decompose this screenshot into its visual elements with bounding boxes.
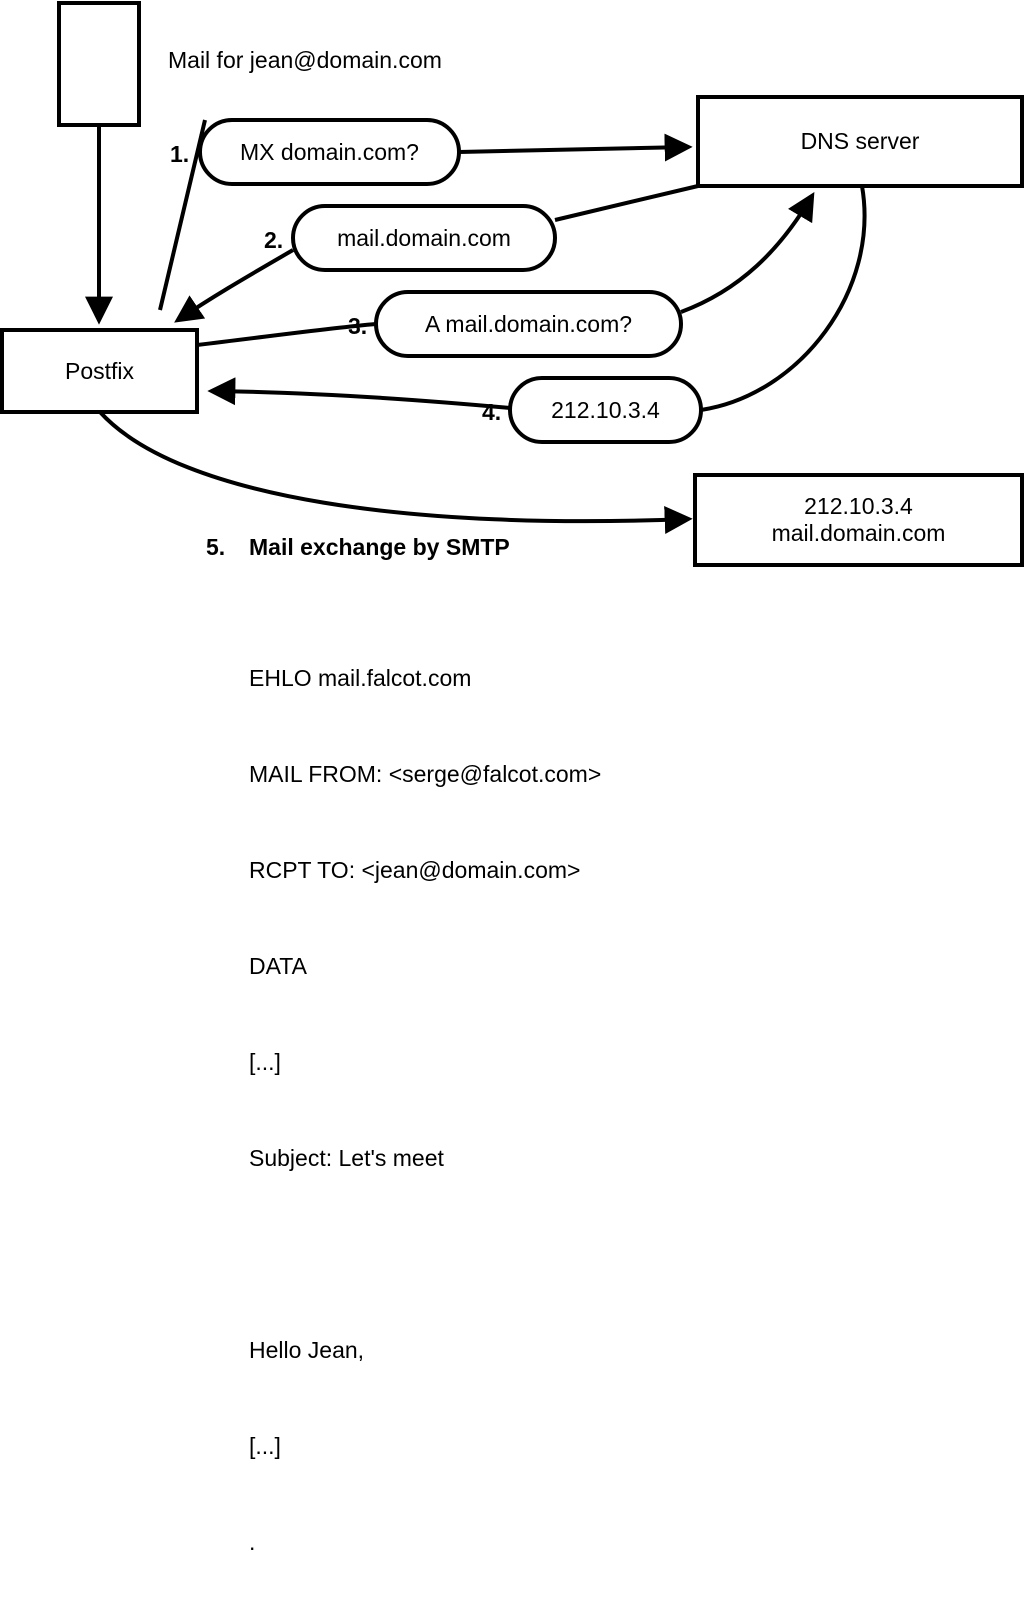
client-box <box>59 3 139 125</box>
transcript-line: Subject: Let's meet <box>249 1145 444 1171</box>
mail-server-hostname: mail.domain.com <box>771 520 946 546</box>
step-5-label: Mail exchange by SMTP <box>249 534 510 560</box>
step-3-number: 3. <box>348 313 368 339</box>
transcript-line: MAIL FROM: <serge@falcot.com> <box>249 761 602 787</box>
transcript-line: [...] <box>249 1049 281 1075</box>
step-4-label: 212.10.3.4 <box>551 396 660 423</box>
step-4-number: 4. <box>482 399 502 425</box>
transcript-line: DATA <box>249 953 307 979</box>
arrow-step2-to-postfix <box>178 250 293 320</box>
transcript-line: RCPT TO: <jean@domain.com> <box>249 857 581 883</box>
step-1-number: 1. <box>170 141 190 167</box>
transcript-line: [...] <box>249 1433 281 1459</box>
transcript-line: Hello Jean, <box>249 1337 365 1363</box>
step-2-number: 2. <box>264 227 284 253</box>
mail-server-ip: 212.10.3.4 <box>804 493 913 519</box>
smtp-transcript <box>249 598 601 1622</box>
arrow-step2-in <box>555 186 698 220</box>
step-3-label: A mail.domain.com? <box>424 310 633 337</box>
dns-server-box-label: DNS server <box>800 128 920 154</box>
transcript-line: . <box>249 1529 256 1555</box>
arrow-step4-to-postfix <box>212 391 510 408</box>
page-title: Mail for jean@domain.com <box>168 47 442 73</box>
step-2-label: mail.domain.com <box>337 224 511 251</box>
arrow-step1-out <box>459 147 688 152</box>
step-5-number: 5. <box>206 534 226 560</box>
postfix-box-label: Postfix <box>64 357 135 384</box>
line-dns-to-step4 <box>701 186 865 410</box>
arrow-step3-to-dns <box>681 196 812 312</box>
transcript-line-blank <box>249 1238 601 1270</box>
transcript-line: EHLO mail.falcot.com <box>249 665 472 691</box>
mail-server-box-label <box>695 475 1022 565</box>
step-1-label: MX domain.com? <box>240 138 419 165</box>
